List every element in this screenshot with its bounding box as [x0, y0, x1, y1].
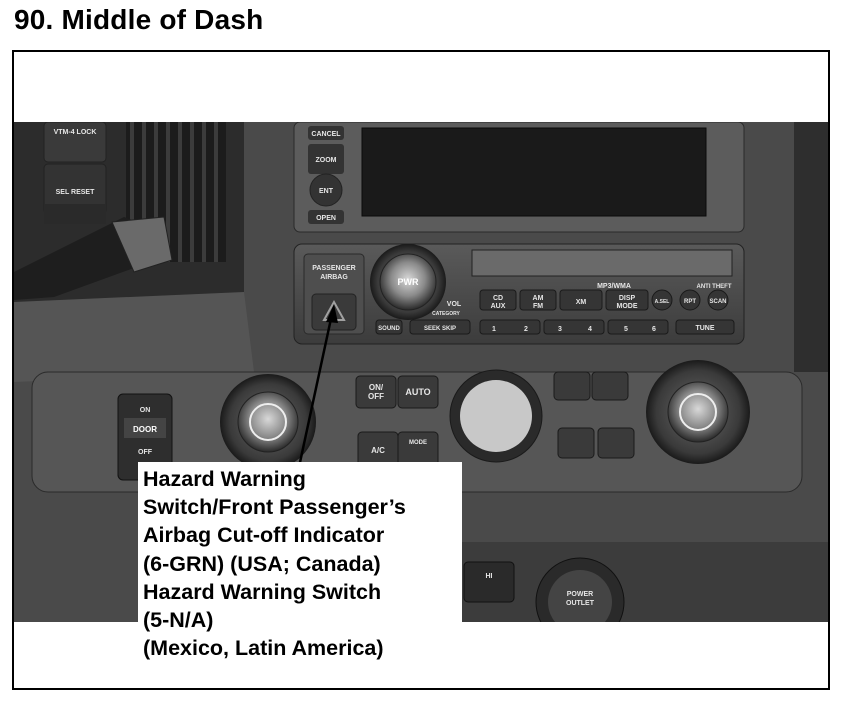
- zoom-label: ZOOM: [315, 157, 337, 164]
- callout-line: (Mexico, Latin America): [143, 636, 384, 661]
- callout-line: Switch/Front Passenger’s: [143, 495, 406, 520]
- page-title: 90. Middle of Dash: [14, 4, 264, 35]
- disp-mode-label: DISP: [618, 295, 636, 302]
- scan-label: SCAN: [709, 299, 727, 305]
- auto-label: AUTO: [405, 387, 431, 397]
- preset-6: 6: [652, 326, 656, 333]
- pwr-label: PWR: [397, 277, 419, 287]
- preset-2: 2: [524, 326, 528, 333]
- passenger-airbag-label-1: PASSENGER: [312, 265, 356, 272]
- on-off-label-2: OFF: [368, 392, 384, 401]
- door-off-label: OFF: [138, 449, 152, 456]
- door-on-label: ON: [139, 407, 151, 414]
- disp-mode-label-2: MODE: [616, 303, 638, 310]
- hi-label: HI: [485, 573, 493, 580]
- am-fm-label-2: FM: [532, 303, 544, 310]
- cancel-label: CANCEL: [311, 131, 341, 138]
- rpt-label: RPT: [684, 299, 696, 305]
- ac-label: A/C: [371, 446, 385, 455]
- preset-1: 1: [492, 326, 496, 333]
- xm-label: XM: [575, 299, 587, 306]
- am-fm-label: AM: [532, 295, 544, 302]
- cd-aux-label: CD: [492, 295, 504, 302]
- mp3-wma-label: MP3/WMA: [597, 283, 631, 290]
- seek-skip-label: SEEK SKIP: [423, 326, 457, 332]
- preset-5: 5: [624, 326, 628, 333]
- vtm-lock-label: VTM-4 LOCK: [53, 129, 97, 136]
- callout-line: (5-N/A): [143, 608, 214, 633]
- door-label: DOOR: [133, 425, 157, 434]
- callout-line: Hazard Warning: [143, 467, 306, 491]
- callout-box: [138, 462, 462, 666]
- cd-aux-label-2: AUX: [490, 303, 506, 310]
- power-outlet-label-2: OUTLET: [566, 600, 594, 607]
- sel-reset-label: SEL RESET: [55, 189, 95, 196]
- callout-line: (6-GRN) (USA; Canada): [143, 551, 381, 576]
- callout-line: Airbag Cut-off Indicator: [143, 523, 385, 548]
- mode-label: MODE: [409, 440, 427, 446]
- callout-line: Hazard Warning Switch: [143, 579, 382, 604]
- figure-frame: [12, 50, 830, 690]
- preset-3: 3: [558, 326, 562, 333]
- anti-theft-label: ANTI THEFT: [696, 284, 732, 290]
- on-off-label-1: ON/: [368, 383, 384, 392]
- open-label: OPEN: [316, 215, 336, 222]
- passenger-airbag-label-2: AIRBAG: [320, 274, 348, 281]
- power-outlet-label-1: POWER: [566, 591, 594, 598]
- vol-label: VOL: [446, 301, 462, 308]
- asel-label: A.SEL: [654, 299, 670, 305]
- sound-label: SOUND: [378, 326, 400, 332]
- ent-label: ENT: [319, 188, 333, 195]
- preset-4: 4: [588, 326, 592, 333]
- category-label: CATEGORY: [432, 311, 460, 317]
- tune-label: TUNE: [695, 325, 715, 332]
